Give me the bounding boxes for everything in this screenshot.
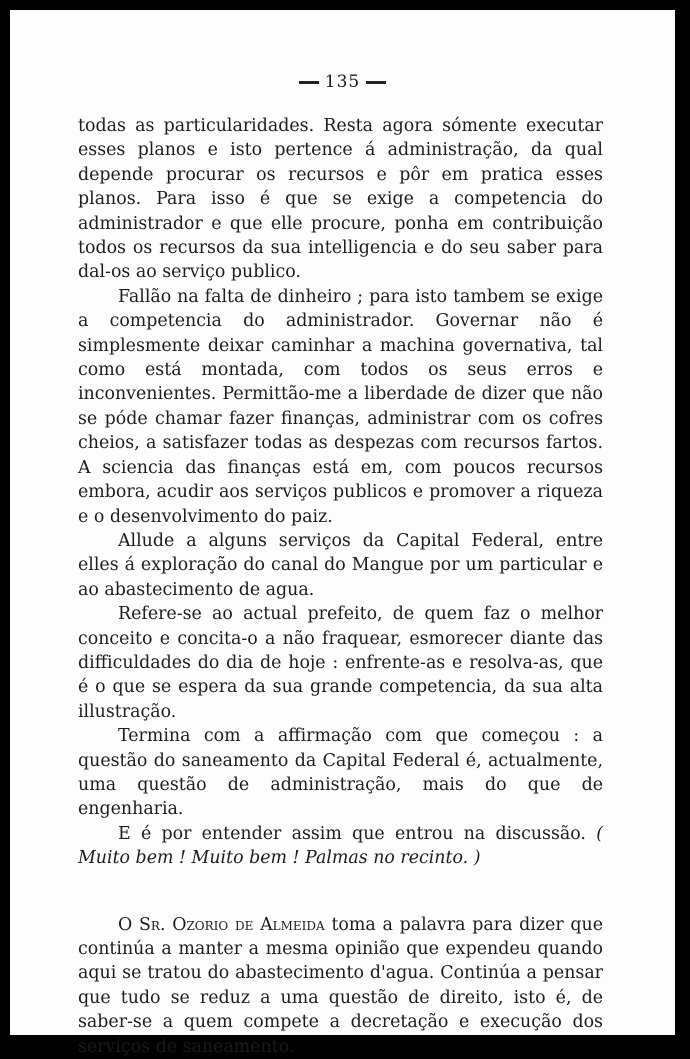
speech-text: toma a palavra para dizer que continúa a manter a mesma opinião que expendeu quando aqui se tratou do abastecimento d'agua. Continúa a pensar que tudo se reduz a uma questão de direito, isto é, de saber-se a quem compete a decretação e execução dos serviços de saneamento. <box>78 914 603 1057</box>
paragraph-continuation: todas as particularidades. Resta agora sómente executar esses planos e isto pertence á administração, da qual depende procurar os recursos e pôr em pratica esses planos. Para isso é que se exige a competencia do administrador e que elle procure, ponha em contribuição todos os recursos da sua intelligencia e do seu saber para dal-os ao serviço publico. <box>78 116 603 283</box>
speaker-title: O Sr. <box>118 914 166 935</box>
audience-reaction: ( Muito bem ! Muito bem ! Palmas no recinto. ) <box>78 823 604 869</box>
speech-paragraph <box>78 913 603 1059</box>
page-number: 135 <box>324 72 361 92</box>
closing-paragraph <box>78 822 603 871</box>
book-page <box>10 10 675 1057</box>
body-text <box>78 114 603 1059</box>
paragraph: Allude a alguns serviços da Capital Federal, entre elles á exploração do canal do Mangue por um particular e ao abastecimento de agua. <box>78 530 603 600</box>
closing-text: E é por entender assim que entrou na discussão. <box>118 823 586 844</box>
header-dash-right <box>366 81 386 84</box>
page-header <box>10 72 675 92</box>
speaker-name: Ozorio de Almeida <box>172 914 325 935</box>
header-dash-left <box>299 81 319 84</box>
paragraph: Refere-se ao actual prefeito, de quem faz o melhor conceito e concita-o a não fraquear, esmorecer diante das difficuldades do dia de hoje : enfrente-as e resolva-as, que é o que se espera da sua grande competencia, da sua alta illustração. <box>78 604 603 722</box>
paragraph: Fallão na falta de dinheiro ; para isto tambem se exige a competencia do administrador. Governar não é simplesmente deixar caminhar a machina governativa, tal como está montada, com todos os seus erros e inconvenientes. Permittão-me a liberdade de dizer que não se póde chamar fazer finanças, administrar com os cofres cheios, a satisfazer todas as despezas com recursos fartos. A sciencia das finanças está em, com poucos recursos embora, acudir aos serviços publicos e promover a riqueza e o desenvolvimento do paiz. <box>78 286 603 527</box>
paragraph: Termina com a affirmação com que começou : a questão do saneamento da Capital Federal é, actualmente, uma questão de administração, mais do que de engenharia. <box>78 726 603 820</box>
